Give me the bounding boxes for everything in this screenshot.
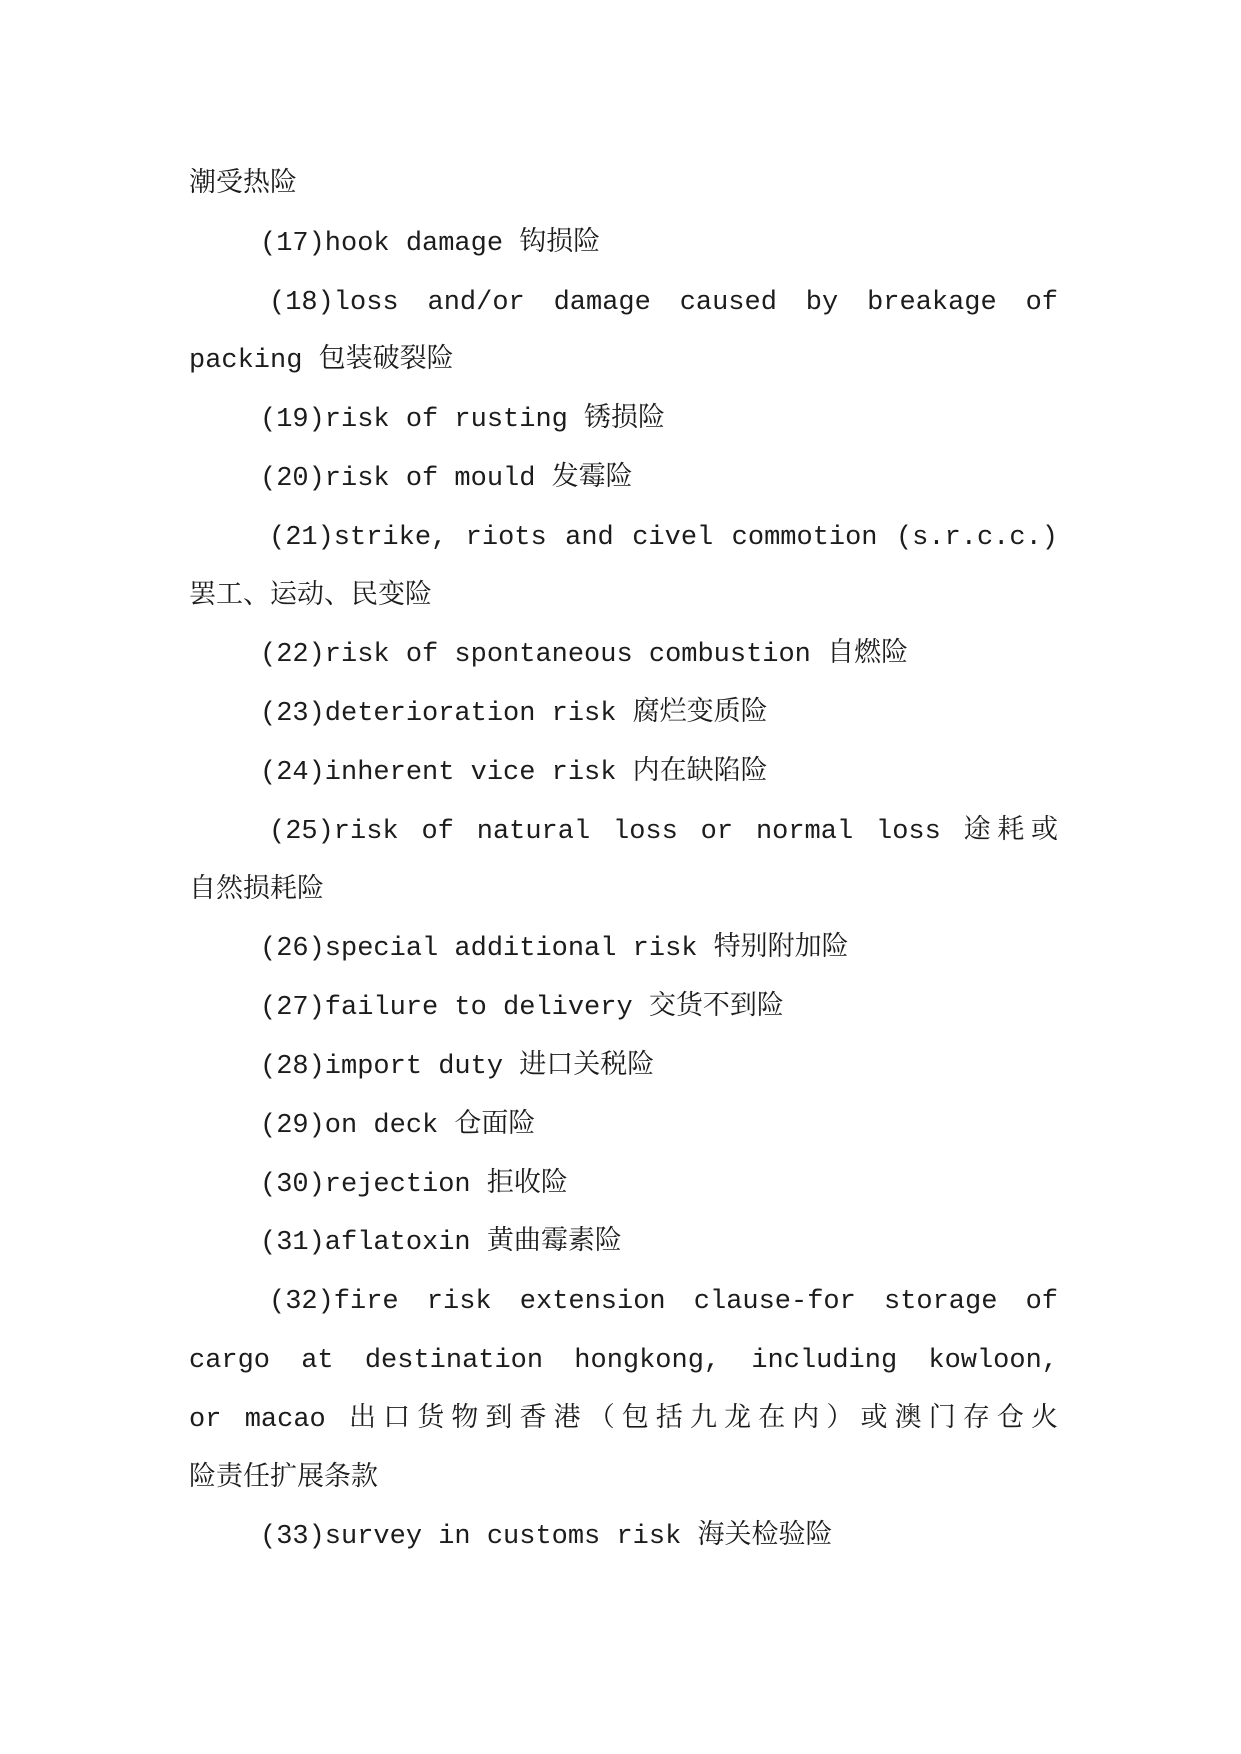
list-item-17 (189, 215, 1058, 274)
list-item-text: (27)failure to delivery 交货不到险 (260, 993, 784, 1024)
list-item-text: (32)fire risk extension clause-for storage of (269, 1287, 1058, 1318)
document-body (189, 156, 1058, 1567)
list-item-20 (189, 450, 1058, 509)
list-item-text-continued: cargo at destination hongkong, including kowloon, (189, 1345, 1058, 1376)
list-item-text: (31)aflatoxin 黄曲霉素险 (260, 1228, 622, 1259)
list-item-text: (26)special additional risk 特别附加险 (260, 934, 849, 965)
list-item-22 (189, 626, 1058, 685)
continuation-text: 潮受热险 (189, 170, 297, 200)
list-item-32 (189, 1273, 1058, 1508)
list-item-18 (189, 274, 1058, 392)
list-item-26 (189, 920, 1058, 979)
list-item-text: (21)strike, riots and civel commotion (s.r.c.c.) (269, 522, 1058, 553)
list-item-text-continued: 罢工、运动、民变险 (189, 581, 432, 612)
list-item-29 (189, 1097, 1058, 1156)
list-item-text: (28)import duty 进口关税险 (260, 1051, 655, 1082)
list-item-text-continued: 险责任扩展条款 (189, 1463, 378, 1494)
list-item-text: (29)on deck 仓面险 (260, 1110, 536, 1141)
list-item-23 (189, 685, 1058, 744)
list-item-text: (23)deterioration risk 腐烂变质险 (260, 699, 768, 730)
list-item-text: (18)loss and/or damage caused by breakage of (269, 287, 1058, 318)
list-item-19 (189, 391, 1058, 450)
list-item-27 (189, 979, 1058, 1038)
list-item-31 (189, 1214, 1058, 1273)
list-item-text: (20)risk of mould 发霉险 (260, 463, 633, 494)
list-item-25 (189, 803, 1058, 921)
list-item-24 (189, 744, 1058, 803)
list-item-33 (189, 1508, 1058, 1567)
list-item-30 (189, 1156, 1058, 1215)
list-item-text: (19)risk of rusting 锈损险 (260, 405, 666, 436)
list-item-text: (22)risk of spontaneous combustion 自燃险 (260, 640, 909, 671)
list-item-28 (189, 1038, 1058, 1097)
list-item-text-continued: packing 包装破裂险 (189, 346, 454, 377)
list-item-text: (17)hook damage 钩损险 (260, 228, 601, 259)
list-item-text: (33)survey in customs risk 海关检验险 (260, 1522, 833, 1553)
list-item-text-continued: or macao 出口货物到香港（包括九龙在内）或澳门存仓火 (189, 1404, 1058, 1435)
list-item-text-continued: 自然损耗险 (189, 875, 324, 906)
list-item-21 (189, 509, 1058, 627)
list-item-text: (30)rejection 拒收险 (260, 1169, 568, 1200)
list-item-text: (24)inherent vice risk 内在缺陷险 (260, 757, 768, 788)
list-item-text: (25)risk of natural loss or normal loss 途耗或 (269, 816, 1058, 847)
